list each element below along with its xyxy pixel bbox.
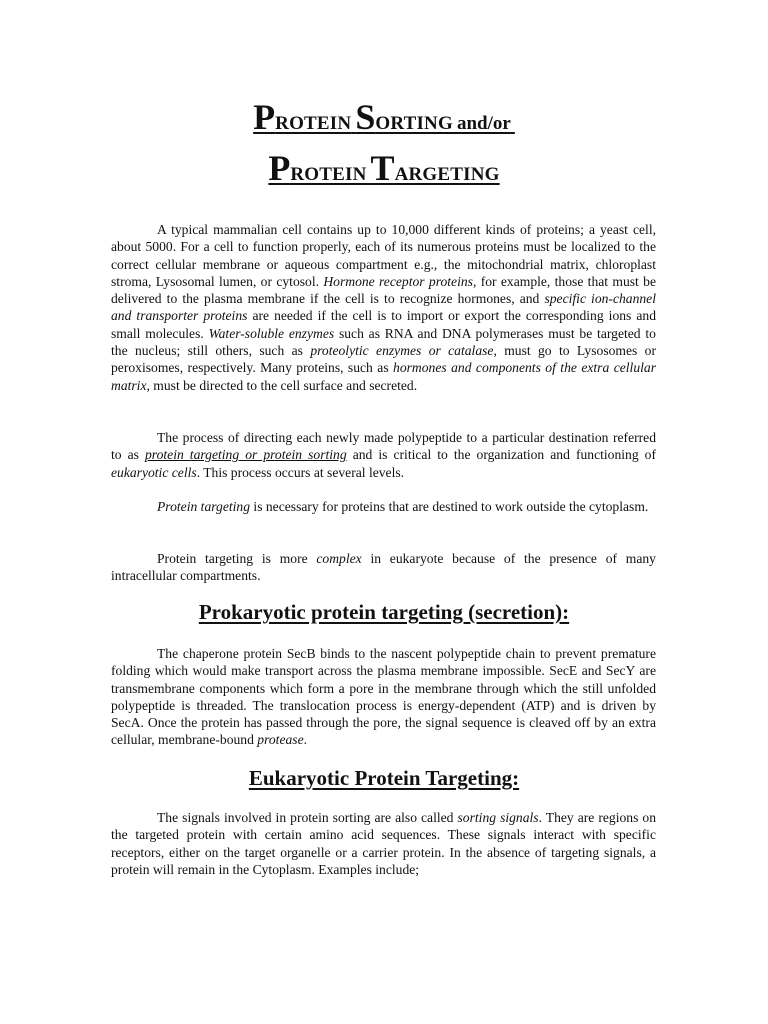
title-word-rotein-2: ROTEIN [290,164,367,185]
title-word-orting: ORTING [375,113,453,134]
title-initial-t: T [370,148,395,188]
title-initial-p-2: P [268,148,291,188]
paragraph-intro: A typical mammalian cell contains up to 10,000 different kinds of proteins; a yeast cell, about 5000. For a cell to function properly, each of its numerous proteins must be localized to the correct cellular membrane or aqueous compartment e.g., the mitochondrial matrix, chloroplast stroma, Lysosomal lumen, or cytosol. Hormone receptor proteins, for example, those that must be delivered to the plasma membrane if the cell is to recognize hormones, and specific ion-channel and transporter proteins are needed if the cell is to import or export the corresponding ions and small molecules. Water-soluble enzymes such as RNA and DNA polymerases must be targeted to the nucleus; still others, such as proteolytic enzymes or catalase, must go to Lysosomes or peroxisomes, respectively. Many proteins, such as hormones and components of the extra cellular matrix, must be directed to the cell surface and secreted. [111,222,657,393]
title-word-rotein: ROTEIN [275,113,352,134]
paragraph-prokaryotic: The chaperone protein SecB binds to the nascent polypeptide chain to prevent premature folding which would make transport across the plasma membrane impossible. SecE and SecY are transmembrane components which form a pore in the membrane through which the still unfolded polypeptide is threaded. The translocation process is energy-dependent (ATP) and is driven by SecA. Once the protein has passed through the pore, the signal sequence is cleaved off by an extra cellular, membrane-bound protease. [111,646,656,748]
heading-prokaryotic: Prokaryotic protein targeting (secretion): [198,600,570,624]
title-line-1 [0,96,768,138]
heading-eukaryotic: Eukaryotic Protein Targeting: [248,766,520,790]
paragraph-process: The process of directing each newly made polypeptide to a particular destination referred to as protein targeting or protein sorting and is critical to the organization and functioning of eukaryotic cells. This process occurs at several levels. [111,430,656,480]
paragraph-targeting: Protein targeting is necessary for proteins that are destined to work outside the cytoplasm. [157,499,649,514]
title-initial-p: P [253,97,276,137]
paragraph-eukaryotic: The signals involved in protein sorting are also called sorting signals. They are regions on the targeted protein with certain amino acid sequences. These signals interact with specific receptors, either on the target organelle or a carrier protein. In the absence of targeting signals, a protein will remain in the Cytoplasm. Examples include; [111,810,656,877]
title-initial-s: S [355,97,376,137]
paragraph-complex: Protein targeting is more complex in eukaryote because of the presence of many intracellular compartments. [111,551,656,584]
title-line-2 [0,147,768,189]
title-and-or: and/or [456,113,511,134]
title-word-argeting: ARGETING [394,164,500,185]
